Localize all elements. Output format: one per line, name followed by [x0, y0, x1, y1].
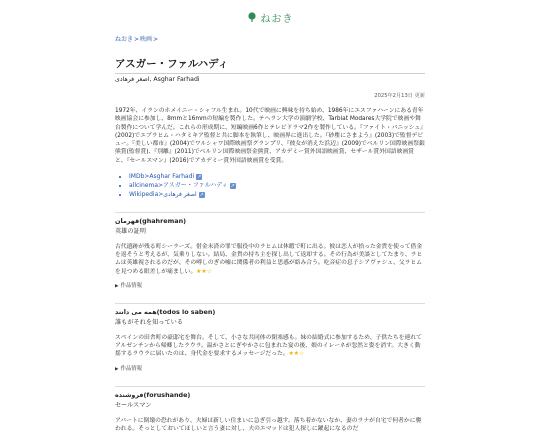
biography: 1972年、イランのホメイニー・シャフル生まれ。10代で映画に興味を持ち始め、1986年にエスファハーンにある青年映画協会に参加し、8mmと16mmの短編を製作した。テヘラン大学の演劇学校、Tarbiat Modares大学院で映画や舞台製作について学んだ。これらの形成期に、短編映画6作とテレビドラマ2作を製作している。『ファイト・バニッシュ』(2002)でエブラヒム・ハタミキア監督と共に脚本を執筆し、映画界に進出した。『砂塵にさまよう』(2003)で監督デビュー。『美しい都市』(2004)でワルシャワ国際映画祭グランプリ、『彼女が消えた浜辺』(2009)でベルリン国際映画祭銀熊賞(監督賞)、『別離』(2011)でベルリン国際映画祭金熊賞、アカデミー賞外国語映画賞、セザール賞外国語映画賞と、『セールスマン』(2016)でアカデミー賞外国語映画賞を受賞。 — [115, 108, 425, 164]
page-title: アスガー・ファルハディ — [115, 58, 229, 70]
external-link-icon: ↗ — [230, 182, 235, 189]
main-content — [115, 34, 425, 433]
film-description — [115, 243, 425, 276]
rating-stars: ★★☆ — [196, 268, 212, 275]
site-header — [0, 0, 540, 34]
wikipedia-link[interactable]: Wikipedia>اصغر فرهادی — [129, 191, 197, 199]
external-link-icon: ↗ — [199, 191, 204, 198]
details-label: 作品情報 — [120, 282, 143, 289]
external-link-icon: ↗ — [197, 173, 202, 180]
film-original-title: قهرمان(ghahreman) — [115, 217, 187, 226]
film-description-text: 古代遺跡が残る町シーラーズ。借金未済の罪で服役中のラヒムは休暇で町に出る。彼は恋人が拾った金貨を使って借金を返そうと考えるが、気乗りしない。結局、金貨の持ち主を探し出して返却する。その行為が美談としてたまり、ラヒムは英雄視されるのだが、その噂しのぎの嘘に関係者の利益と思惑が絡み合う。吃音症の息子シアヴァシュ、父ラヒムを見つめる眼差しが痛ましい。 — [115, 244, 423, 275]
allcinema-link[interactable]: allcinema>アスガー・ファルハディ — [129, 182, 228, 190]
list-item — [129, 172, 425, 181]
sprout-icon — [247, 12, 257, 22]
list-item — [129, 181, 425, 190]
external-links — [129, 172, 425, 199]
film-details-toggle[interactable] — [115, 281, 425, 289]
disclosure-triangle-icon: ▶ — [115, 283, 119, 289]
film-entry — [115, 212, 425, 289]
film-japanese-title: 誰もがそれを知っている — [115, 318, 184, 326]
film-original-title: فروشنده(forushande) — [115, 390, 191, 399]
disclosure-triangle-icon: ▶ — [115, 366, 119, 372]
breadcrumb-separator: > — [153, 36, 159, 43]
updated-date: 2025年2月13日 更新 — [374, 93, 425, 99]
breadcrumb-section[interactable]: 映画 — [140, 36, 153, 43]
film-entry — [115, 386, 425, 433]
imdb-link[interactable]: IMDb>Asghar Farhadi — [129, 173, 195, 181]
original-name: اصغر فرهادی, Asghar Farhadi — [115, 76, 200, 83]
breadcrumb-separator: > — [134, 36, 140, 43]
site-logo[interactable] — [247, 10, 294, 25]
breadcrumb-home[interactable]: ねおき — [115, 36, 134, 43]
breadcrumb — [115, 34, 425, 43]
film-description-text: スペインの田舎町の豪邸宅を舞台。そして、小さな共同体の閉塞感も。妹の結婚式に参加するため、子供たちを連れてアルゼンチンから帰郷したラウラ。温かさとにぎやかさに包まれた宴の後、娘のイレーネが忽然と姿を消す。大きく動揺するラウラに届いたのは、身代金を要求するメッセージだった。 — [115, 334, 422, 358]
film-description — [115, 334, 425, 359]
rating-stars: ★★☆ — [288, 351, 305, 358]
film-japanese-title: 英雄の証明 — [115, 228, 146, 236]
film-description: アパートに倒壊の恐れがあり、夫婦は新しい住まいに急ぎ引っ越す。落ち着かないなか、妻のラナが自宅で何者かに襲われる。そっとしておいてほしいと言う妻に対し、夫のエマッドは犯人探しに躍起になるのだ — [115, 417, 422, 432]
logo-text: ねおき — [260, 13, 294, 25]
list-item — [129, 190, 425, 199]
film-details-toggle[interactable] — [115, 364, 425, 372]
film-japanese-title: セールスマン — [115, 401, 152, 409]
details-label: 作品情報 — [120, 365, 143, 372]
film-original-title: همه می دانند(todos lo saben) — [115, 307, 216, 316]
film-entry — [115, 303, 425, 372]
title-divider — [115, 73, 425, 74]
